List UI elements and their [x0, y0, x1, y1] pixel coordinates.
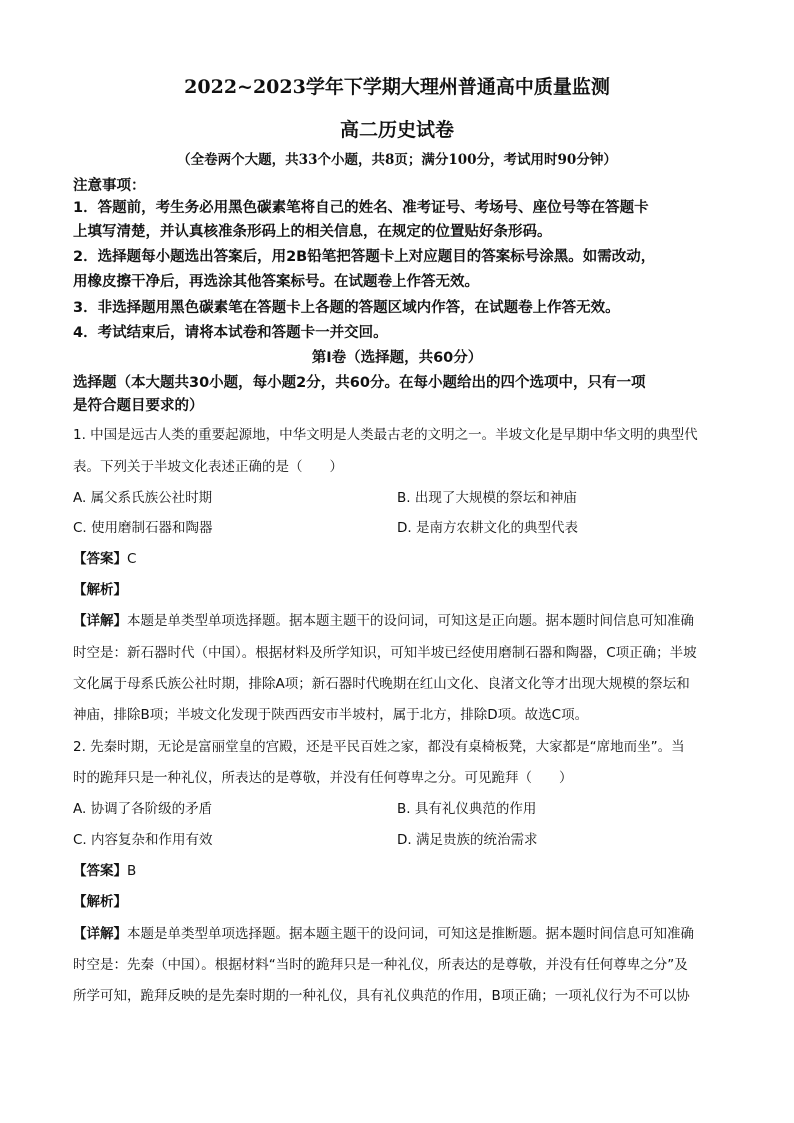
exam-subtitle: 高二历史试卷 [339, 119, 454, 141]
question-1-analysis-tag [73, 578, 127, 598]
answer-tag: 【答案】 [73, 551, 127, 567]
exam-title: 2022~2023学年下学期大理州普通高中质量监测 [184, 76, 610, 98]
question-2-option-a: A. 协调了各阶级的矛盾 [73, 801, 213, 817]
section-title: 第Ⅰ卷（选择题，共60分） [311, 350, 483, 366]
notice-heading: 注意事项： [73, 178, 146, 194]
notice-line: 1．答题前，考生务必用黑色碳素笔将自己的姓名、准考证号、考场号、座位号等在答题卡 [73, 200, 649, 216]
detail-text: 本题是单类型单项选择题。据本题主题干的设问词，可知这是推断题。据本题时间信息可知准确 [127, 926, 694, 942]
question-2-answer [73, 859, 136, 879]
question-1-answer [73, 547, 136, 567]
notice-line: 3．非选择题用黑色碳素笔在答题卡上各题的答题区域内作答，在试题卷上作答无效。 [73, 300, 620, 316]
answer-value: B [127, 863, 137, 879]
question-2-analysis-tag [73, 890, 127, 910]
analysis-tag: 【解析】 [73, 582, 127, 598]
question-1-detail [73, 609, 694, 629]
question-1-stem: 表。下列关于半坡文化表述正确的是（ ） [73, 459, 343, 475]
detail-tag: 【详解】 [73, 613, 127, 629]
answer-tag: 【答案】 [73, 863, 127, 879]
question-2-detail: 时空是：先秦（中国）。根据材料“当时的跪拜只是一种礼仪，所表达的是尊敬，并没有任何尊卑之分”及 [73, 957, 688, 973]
question-1-option-b: B. 出现了大规模的祭坛和神庙 [397, 490, 577, 506]
question-2-option-d: D. 满足贵族的统治需求 [397, 832, 538, 848]
question-2-option-b: B. 具有礼仪典范的作用 [397, 801, 537, 817]
question-1-option-a: A. 属父系氏族公社时期 [73, 490, 213, 506]
question-2-stem: 时的跪拜只是一种礼仪，所表达的是尊敬，并没有任何尊卑之分。可见跪拜（ ） [73, 770, 573, 786]
notice-line: 2．选择题每小题选出答案后，用2B铅笔把答题卡上对应题目的答案标号涂黑。如需改动， [73, 249, 656, 265]
question-1-detail: 神庙，排除B项；半坡文化发现于陕西西安市半坡村，属于北方，排除D项。故选C项。 [73, 707, 589, 723]
question-1-stem: 1. 中国是远古人类的重要起源地，中华文明是人类最古老的文明之一。半坡文化是早期中华文明的典型代 [73, 427, 698, 443]
section-instruction: 是符合题目要求的） [73, 398, 204, 414]
section-instruction: 选择题（本大题共30小题，每小题2分，共60分。在每小题给出的四个选项中，只有一项 [73, 375, 646, 391]
question-1-detail: 时空是：新石器时代（中国）。根据材料及所学知识，可知半坡已经使用磨制石器和陶器，C项正确；半坡 [73, 645, 697, 661]
notice-line: 上填写清楚，并认真核准条形码上的相关信息，在规定的位置贴好条形码。 [73, 224, 552, 240]
question-1-option-d: D. 是南方农耕文化的典型代表 [397, 520, 578, 536]
analysis-tag: 【解析】 [73, 894, 127, 910]
question-2-stem: 2. 先秦时期，无论是富丽堂皇的宫殿，还是平民百姓之家，都没有桌椅板凳，大家都是“席地而坐”。当 [73, 739, 685, 755]
question-2-option-c: C. 内容复杂和作用有效 [73, 832, 213, 848]
answer-value: C [127, 551, 137, 567]
exam-info: （全卷两个大题，共33个小题，共8页；满分100分，考试用时90分钟） [177, 152, 617, 168]
question-1-detail: 文化属于母系氏族公社时期，排除A项；新石器时代晚期在红山文化、良渚文化等才出现大规模的祭坛和 [73, 676, 690, 692]
question-2-detail [73, 922, 694, 942]
detail-text: 本题是单类型单项选择题。据本题主题干的设问词，可知这是正向题。据本题时间信息可知准确 [127, 613, 694, 629]
question-2-detail: 所学可知，跪拜反映的是先秦时期的一种礼仪，具有礼仪典范的作用，B项正确；一项礼仪行为不可以协 [73, 988, 690, 1004]
notice-line: 4．考试结束后，请将本试卷和答题卡一并交回。 [73, 325, 388, 341]
notice-line: 用橡皮擦干净后，再选涂其他答案标号。在试题卷上作答无效。 [73, 274, 479, 290]
detail-tag: 【详解】 [73, 926, 127, 942]
question-1-option-c: C. 使用磨制石器和陶器 [73, 520, 213, 536]
